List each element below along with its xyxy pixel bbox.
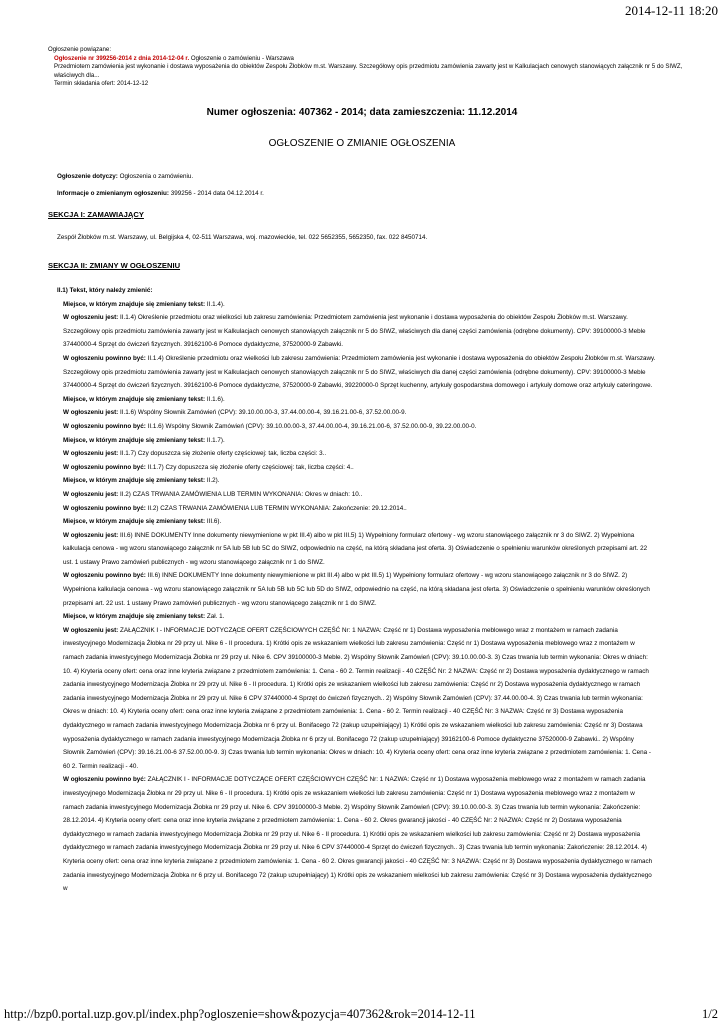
notice-meta [57, 168, 264, 202]
change-should-label: W ogłoszeniu powinno być: [63, 776, 146, 784]
change-place-label: Miejsce, w którym znajduje się zmieniany tekst: [63, 518, 206, 526]
change-place-label: Miejsce, w którym znajduje się zmieniany tekst: [63, 436, 206, 444]
change-is [57, 406, 657, 420]
change-is-text: II.1.4) Określenie przedmiotu oraz wielkości lub zakresu zamówienia: Przedmiotem zamówienia jest wykonanie i dostawa wyposażenia do obiektów Zespołu Żłobków m.st. Warszawy. Szczegółowy opis przedmiotu zamówienia zawarty jest w Kalkulacjach cenowych stanowiących załącznik nr 5 do SIWZ, właściwych dla danej części zamówienia (odrębne dokumenty). CPV: 39100000-3 Meble 37440000-4 Sprzęt do ćwiczeń fizycznych. 39162100-6 Pomoce dydaktyczne, 37520000-9 Zabawki. [63, 314, 646, 349]
related-link-line [48, 55, 688, 64]
change-place-text: II.1.7). [205, 436, 225, 444]
change-should-label: W ogłoszeniu powinno być: [63, 463, 146, 471]
change-is-text: II.1.7) Czy dopuszcza się złożenie oferty częściowej: tak, liczba części: 3.. [118, 450, 327, 458]
change-should [57, 569, 657, 610]
contracting-authority: Zespół Żłobków m.st. Warszawy, ul. Belgijska 4, 02-511 Warszawa, woj. mazowieckie, tel. 022 5652355, 5652350, fax. 022 8450714. [57, 234, 428, 241]
change-is [57, 529, 657, 570]
meta-changed-info-value: 399256 - 2014 data 04.12.2014 r. [168, 190, 264, 197]
change-should-text: ZAŁĄCZNIK I - INFORMACJE DOTYCZĄCE OFERT CZĘŚCIOWYCH CZĘŚĆ Nr: 1 NAZWA: Część nr 1) Dostawa wyposażenia meblowego wraz z montażem w ramach zadania inwestycyjnego Modernizacja Żłobka nr 29 przy ul. Nike 6 - II procedura. 1) Krótki opis ze wskazaniem wielkości lub zakresu zamówienia: Część nr 1) Dostawa wyposażenia meblowego wraz z montażem w ramach zadania inwestycyjnego Modernizacja Żłobka nr 29 przy ul. Nike 6. CPV 39100000-3 Meble. 2) Wspólny Słownik Zamówień (CPV): 39.10.00.00-3. 3) Czas trwania lub termin wykonania: Zakończenie: 28.12.2014. 4) Kryteria oceny ofert: cena oraz inne kryteria związane z przedmiotem zamówienia: 1. Cena - 60 2. Okres gwarancji jakości - 40 CZĘŚĆ Nr: 2 NAZWA: Część nr 2) Dostawa wyposażenia dydaktycznego w ramach zadania inwestycyjnego Modernizacja Żłobka nr 29 przy ul. Nike 6 - II procedura. 1) Krótki opis ze wskazaniem wielkości lub zakresu zamówienia: Część nr 2) Dostawa wyposażenia dydaktycznego w ramach zadania inwestycyjnego Modernizacja Żłobka nr 29 przy ul. Nike 6 CPV 37440000-4 Sprzęt do ćwiczeń fizycznych.. 3) Czas trwania lub termin wykonania: Zakończenie: 28.12.2014. 4) Kryteria oceny ofert: cena oraz inne kryteria związane z przedmiotem zamówienia: 1. Cena - 60 2. Okres gwarancji jakości - 40 CZĘŚĆ Nr: 3 NAZWA: Część nr 3) Dostawa wyposażenia dydaktycznego w ramach zadania inwestycyjnego Modernizacja Żłobka nr 6 przy ul. Bonifacego 72 (zakup uzupełniający) 1) Krótki opis ze wskazaniem wielkości lub zakresu zamówienia: Część nr 3) Dostawa wyposażenia dydaktycznego w [63, 776, 653, 893]
change-place-text: II.1.4). [205, 300, 225, 308]
change-place-text: II.1.6). [205, 395, 225, 403]
meta-changed-info-label: Informacje o zmienianym ogłoszeniu: [57, 190, 169, 197]
change-is-text: II.2) CZAS TRWANIA ZAMÓWIENIA LUB TERMIN WYKONANIA: Okres w dniach: 10.. [118, 490, 363, 498]
change-should-text: II.1.4) Określenie przedmiotu oraz wielkości lub zakresu zamówienia: Przedmiotem zamówienia jest wykonanie i dostawa wyposażenia do obiektów Zespołu Żłobków m.st. Warszawy. Szczegółowy opis przedmiotu zamówienia zawarty jest w Kalkulacjach cenowych stanowiących załącznik nr 5 do SIWZ, właściwych dla danej części zamówienia (odrębne dokumenty). CPV: 39100000-3 Meble 37440000-4 Sprzęt do ćwiczeń fizycznych. 39162100-6 Pomoce dydaktyczne, 37520000-9 Zabawki, 39220000-0 Sprzęt kuchenny, artykuły gospodarstwa domowego i artykuły domowe oraz artykuły cateringowe. [63, 354, 656, 390]
change-is-label: W ogłoszeniu jest: [63, 450, 119, 458]
change-should-label: W ogłoszeniu powinno być: [63, 354, 146, 362]
change-is [57, 488, 657, 502]
change-place-text: III.6). [205, 518, 222, 526]
change-is-label: W ogłoszeniu jest: [63, 531, 119, 539]
change-should-text: II.1.7) Czy dopuszcza się złożenie oferty częściowej: tak, liczba części: 4.. [145, 463, 354, 471]
change-place [57, 474, 657, 488]
related-link-suffix: Ogłoszenie o zamówieniu - Warszawa [189, 54, 294, 62]
change-is-label: W ogłoszeniu jest: [63, 409, 119, 417]
change-is-label: W ogłoszeniu jest: [63, 490, 119, 498]
change-place [57, 515, 657, 529]
change-is-label: W ogłoszeniu jest: [63, 626, 119, 634]
change-place-text: II.2). [205, 477, 220, 485]
change-place [57, 393, 657, 407]
change-should [57, 352, 657, 393]
page-number: 1/2 [702, 1007, 718, 1021]
change-should-label: W ogłoszeniu powinno być: [63, 422, 146, 430]
change-should-text: II.2) CZAS TRWANIA ZAMÓWIENIA LUB TERMIN WYKONANIA: Zakończenie: 29.12.2014.. [145, 504, 407, 512]
change-is [57, 311, 657, 352]
related-notice-link[interactable]: Ogłoszenie nr 399256-2014 z dnia 2014-12-04 r. [54, 54, 190, 62]
meta-concerns [57, 168, 264, 185]
change-should-text: II.1.6) Wspólny Słownik Zamówień (CPV): 39.10.00.00-3, 37.44.00.00-4, 39.16.21.00-6, 37.52.00.00-9, 39.22.00.00-0. [145, 422, 477, 430]
related-description: Przedmiotem zamówienia jest wykonanie i dostawa wyposażenia do obiektów Zespołu Żłobków m.st. Warszawy. Szczegółowy opis przedmiotu zamówienia zawarty jest w Kalkulacjach cenowych stanowiących załącznik nr 5 do SIWZ, właściwych dla... [54, 63, 683, 79]
change-should [57, 502, 657, 516]
change-is-text: ZAŁĄCZNIK I - INFORMACJE DOTYCZĄCE OFERT CZĘŚCIOWYCH CZĘŚĆ Nr: 1 NAZWA: Część nr 1) Dostawa wyposażenia meblowego wraz z montażem w ramach zadania inwestycyjnego Modernizacja Żłobka nr 29 przy ul. Nike 6 - II procedura. 1) Krótki opis ze wskazaniem wielkości lub zakresu zamówienia: Część nr 1) Dostawa wyposażenia meblowego wraz z montażem w ramach zadania inwestycyjnego Modernizacja Żłobka nr 29 przy ul. Nike 6. CPV 39100000-3 Meble. 2) Wspólny Słownik Zamówień (CPV): 39.10.00.00-3. 3) Czas trwania lub termin wykonania: Okres w dniach: 10. 4) Kryteria oceny ofert: cena oraz inne kryteria związane z przedmiotem zamówienia: 1. Cena - 60 2. Termin realizacji - 40 CZĘŚĆ Nr: 2 NAZWA: Część nr 2) Dostawa wyposażenia dydaktycznego w ramach zadania inwestycyjnego Modernizacja Żłobka nr 29 przy ul. Nike 6 - II procedura. 1) Krótki opis ze wskazaniem wielkości lub zakresu zamówienia: Część nr 2) Dostawa wyposażenia dydaktycznego w ramach zadania inwestycyjnego Modernizacja Żłobka nr 29 przy ul. Nike 6 CPV 37440000-4 Sprzęt do ćwiczeń fizycznych.. 2) Wspólny Słownik Zamówień (CPV): 37.44.00.00-4. 3) Czas trwania lub termin wykonania: Okres w dniach: 10. 4) Kryteria oceny ofert: cena oraz inne kryteria związane z przedmiotem zamówienia: 1. Cena - 60 2. Termin realizacji - 40 CZĘŚĆ Nr: 3 NAZWA: Część nr 3) Dostawa wyposażenia dydaktycznego w ramach zadania inwestycyjnego Modernizacja Żłobka nr 6 przy ul. Bonifacego 72 (zakup uzupełniający) 1) Krótki opis ze wskazaniem wielkości lub zakresu zamówienia: Część nr 3) Dostawa wyposażenia dydaktycznego w ramach zadania inwestycyjnego Modernizacja Żłobka nr 6 przy ul. Bonifacego 72 (zakup uzupełniający) 39162100-6 Pomoce dydaktyczne 37520000-9 Zabawki.. 2) Wspólny Słownik Zamówień (CPV): 39.16.21.00-6 37.52.00.00-9. 3) Czas trwania lub termin wykonania: Okres w dniach: 10. 4) Kryteria oceny ofert: cena oraz inne kryteria związane z przedmiotem zamówienia: 1. Cena - 60 2. Termin realizacji - 40. [63, 626, 651, 770]
meta-changed-info [57, 185, 264, 202]
change-should-label: W ogłoszeniu powinno być: [63, 504, 146, 512]
notice-heading: OGŁOSZENIE O ZMIANIE OGŁOSZENIA [268, 138, 456, 149]
change-is [57, 447, 657, 461]
change-place [57, 434, 657, 448]
meta-concerns-value: Ogłoszenia o zamówieniu. [117, 173, 194, 180]
change-place-label: Miejsce, w którym znajduje się zmieniany tekst: [63, 395, 206, 403]
related-notice [48, 46, 688, 89]
change-place [57, 298, 657, 312]
section-2-heading: SEKCJA II: ZMIANY W OGŁOSZENIU [48, 261, 181, 270]
change-place-text: Zał. 1. [205, 613, 225, 621]
change-should [57, 773, 657, 895]
change-should [57, 461, 657, 475]
change-place-label: Miejsce, w którym znajduje się zmieniany tekst: [63, 300, 206, 308]
changes-subheading-text: II.1) Tekst, który należy zmienić: [57, 287, 153, 294]
change-is-label: W ogłoszeniu jest: [63, 314, 119, 322]
section-1-heading: SEKCJA I: ZAMAWIAJĄCY [48, 210, 144, 219]
change-is [57, 624, 657, 774]
changes-body [57, 298, 657, 896]
print-datetime: 2014-12-11 18:20 [624, 3, 718, 18]
change-place-label: Miejsce, w którym znajduje się zmieniany tekst: [63, 613, 206, 621]
change-place-label: Miejsce, w którym znajduje się zmieniany tekst: [63, 477, 206, 485]
change-place [57, 610, 657, 624]
related-label: Ogłoszenie powiązane: [48, 46, 112, 53]
changes-list [57, 284, 657, 896]
change-is-text: III.6) INNE DOKUMENTY Inne dokumenty niewymienione w pkt III.4) albo w pkt III.5) 1) Wypełniony formularz ofertowy - wg wzoru stanowiącego załącznik nr 3 do SIWZ. 2) Wypełniona kalkulacja cenowa - wg wzoru stanowiącego załącznik nr 5A lub 5B lub 5C do SIWZ, odpowiednio na część, na którą składana jest oferta. 3) Oświadczenie o spełnieniu warunków określonych przepisami art. 22 ust. 1 ustawy Prawo zamówień publicznych - wg wzoru stanowiącego załącznik nr 1 do SIWZ. [63, 531, 648, 566]
change-should-text: III.6) INNE DOKUMENTY Inne dokumenty niewymienione w pkt III.4) albo w pkt III.5) 1) Wypełniony formularz ofertowy - wg wzoru stanowiącego załącznik nr 3 do SIWZ. 2) Wypełniona kalkulacja cenowa - wg wzoru stanowiącego załącznik nr 5A lub 5B lub 5C lub 5D do SIWZ, odpowiednio na część, na którą składana jest oferta. 3) Oświadczenie o spełnieniu warunków określonych przepisami art. 22 ust. 1 ustawy Prawo zamówień publicznych - wg wzoru stanowiącego załącznik nr 1 do SIWZ. [63, 572, 650, 607]
print-url: http://bzp0.portal.uzp.gov.pl/index.php?ogloszenie=show&pozycja=407362&rok=2014-12-11 [4, 1007, 476, 1021]
change-should [57, 420, 657, 434]
meta-concerns-label: Ogłoszenie dotyczy: [57, 173, 118, 180]
change-should-label: W ogłoszeniu powinno być: [63, 572, 146, 580]
related-deadline: Termin składania ofert: 2014-12-12 [54, 80, 149, 88]
change-is-text: II.1.6) Wspólny Słownik Zamówień (CPV): 39.10.00.00-3, 37.44.00.00-4, 39.16.21.00-6, 37.52.00.00-9. [118, 409, 407, 417]
changes-subheading [57, 284, 657, 298]
notice-title: Numer ogłoszenia: 407362 - 2014; data zamieszczenia: 11.12.2014 [206, 107, 518, 118]
